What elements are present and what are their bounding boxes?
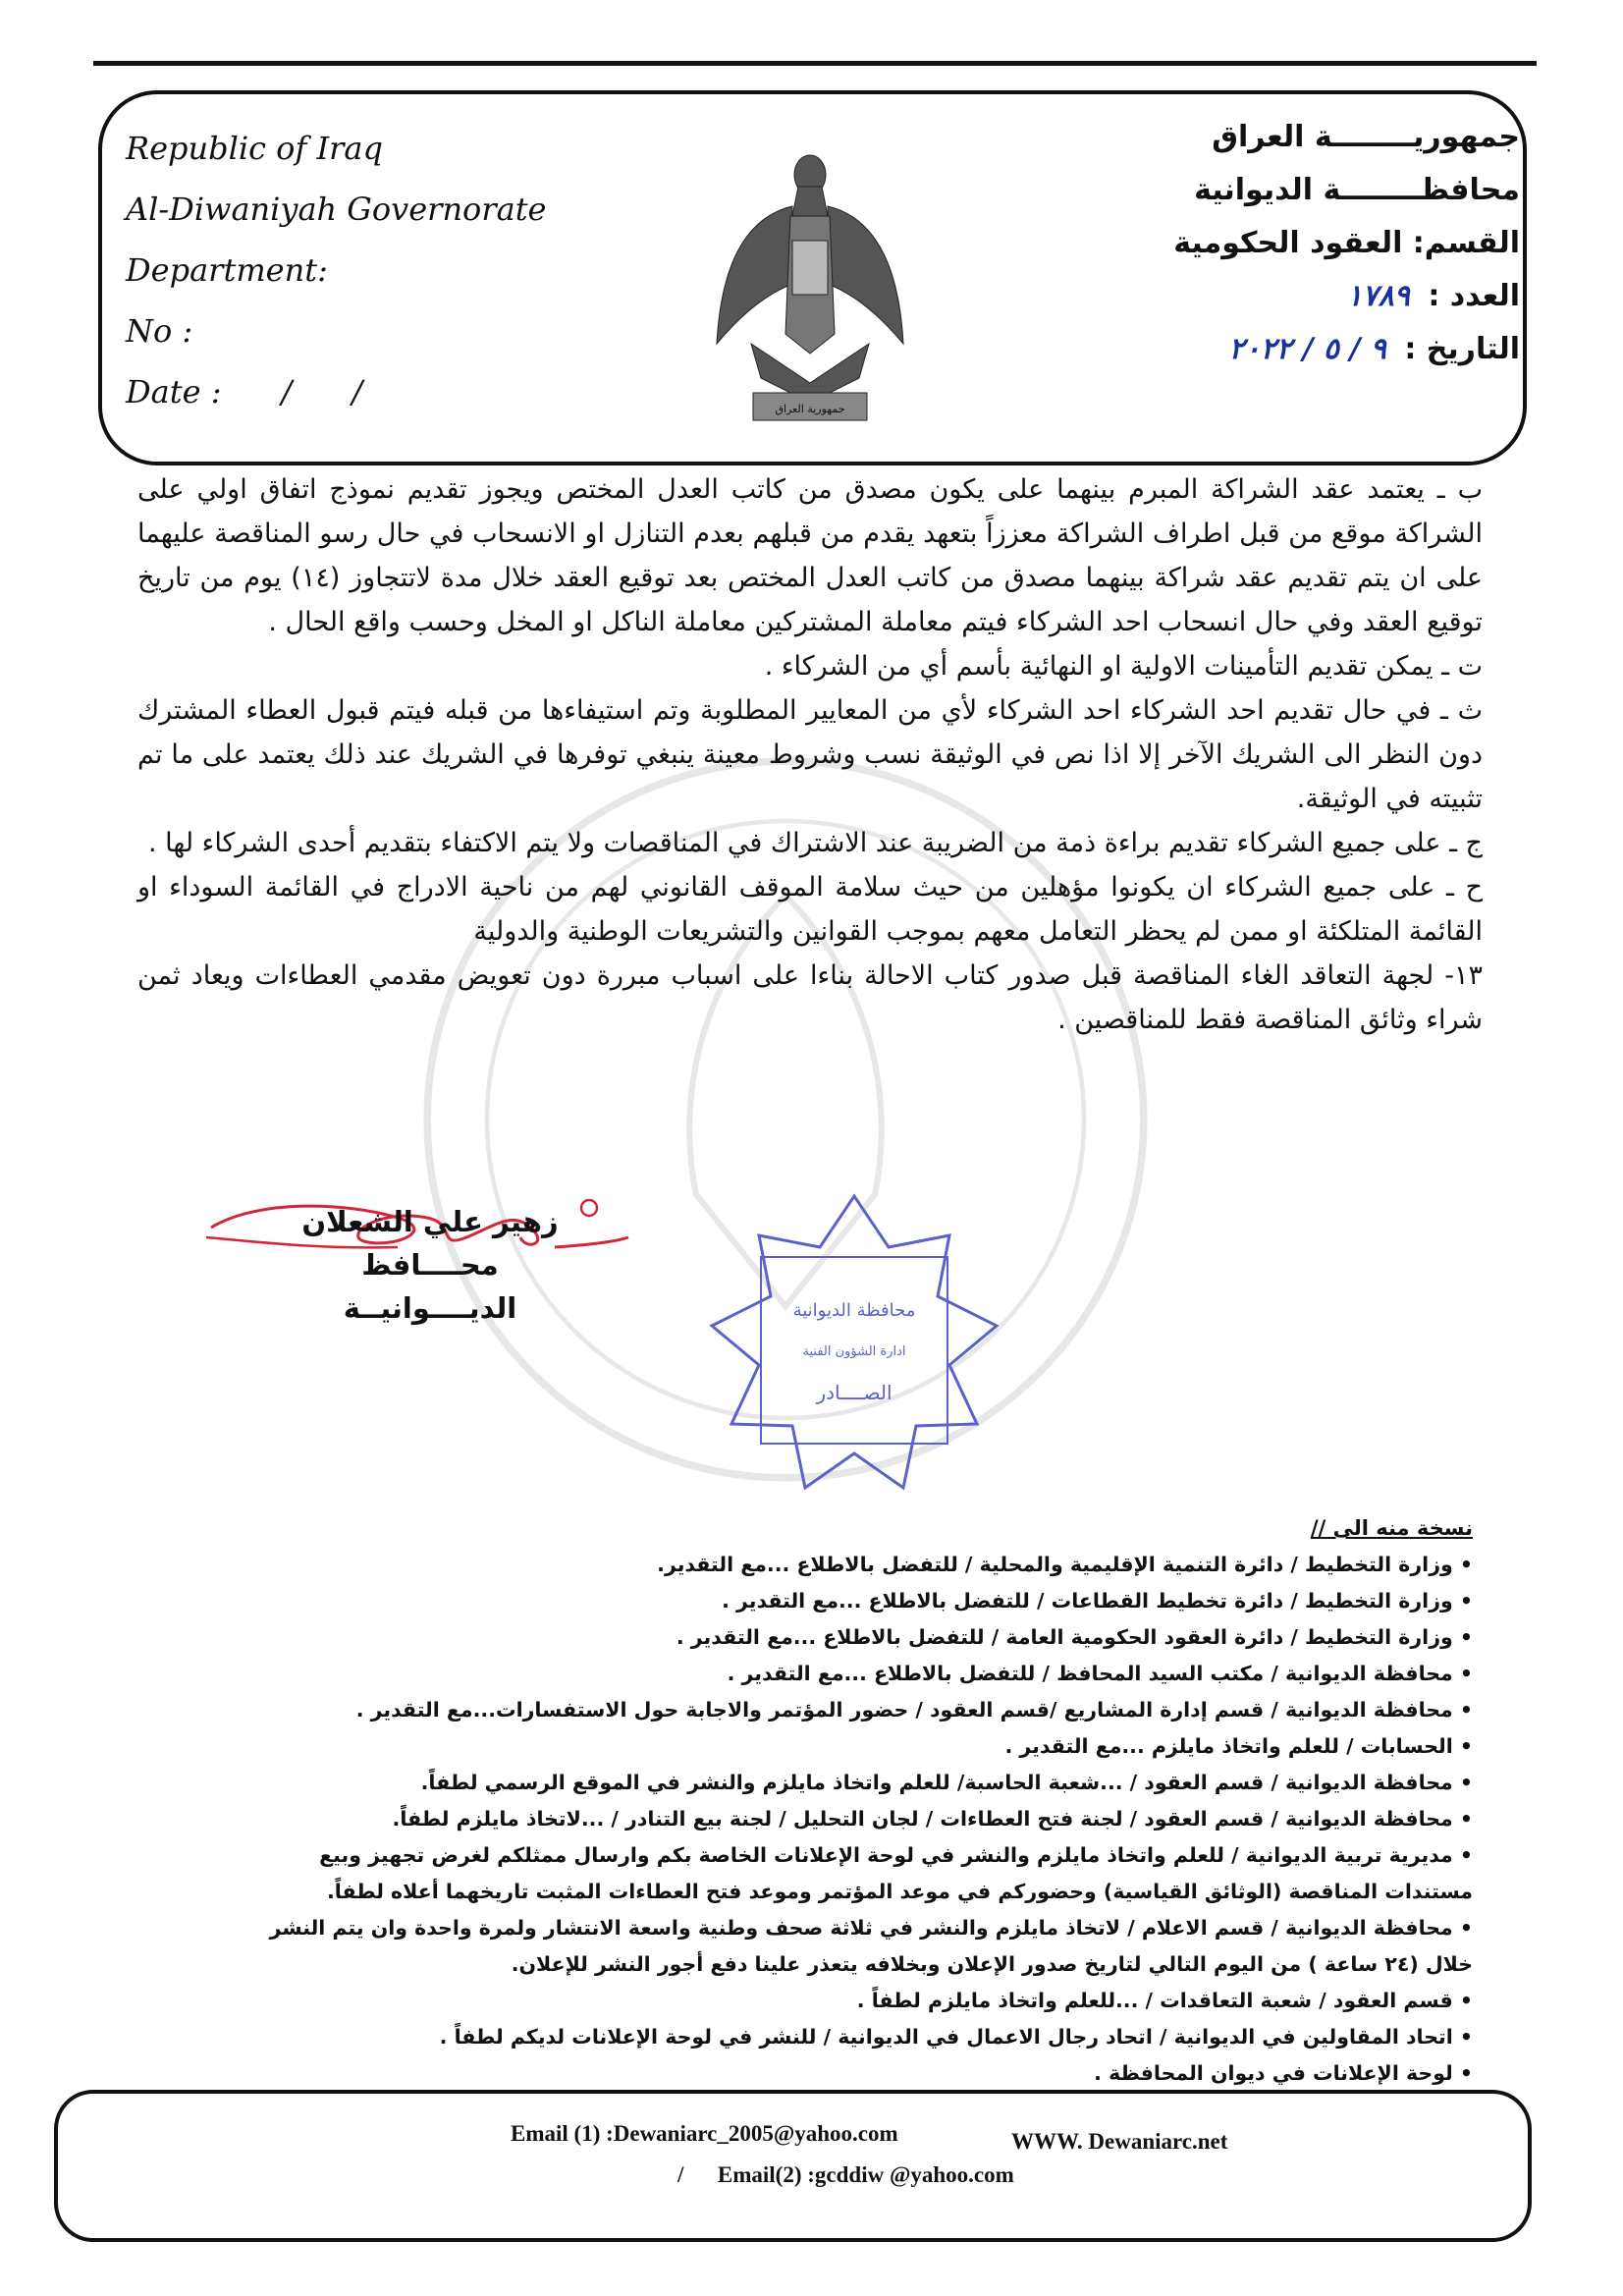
number-en: No :	[126, 312, 193, 350]
letter-body	[137, 467, 1483, 1042]
date-label: التاريخ :	[1404, 332, 1520, 366]
republic-ar: جمهوريــــــــة العراق	[1212, 120, 1520, 154]
stamp-line3: الصــــادر	[816, 1381, 893, 1404]
footer-email-2[interactable]: / Email(2) :gcddiw @yahoo.com	[677, 2162, 1014, 2187]
copy-item-continued: مستندات المناقصة (الوثائق القياسية) وحضوركم في موعد المؤتمر وموعد فتح العطاءات المثبت تاريخهما أعلاه لطفاً.	[326, 1880, 1473, 1903]
copy-item: • الحسابات / للعلم واتخاذ مايلزم ...مع التقدير .	[98, 1728, 1473, 1765]
copy-item: • اتحاد المقاولين في الديوانية / اتحاد رجال الاعمال في الديوانية / للنشر في لوحة الإعلانات لديكم لطفاً .	[98, 2019, 1473, 2055]
copy-item: • وزارة التخطيط / دائرة تخطيط القطاعات / للتفضل بالاطلاع ...مع التقدير .	[98, 1583, 1473, 1619]
date-value: ٩ / ٥ / ٢٠٢٢	[1228, 332, 1386, 366]
clause-th: ث ـ في حال تقديم احد الشركاء احد الشركاء لأي من المعايير المطلوبة وتم استيفاءها من قبله فيتم قبول العطاء المشترك دون النظر الى الشريك الآخر إلا اذا نص في الوثيقة نسب وشروط معينة ينبغي توفرها في الشريك عند ذلك يعتمد على ما تم تثبيته في الوثيقة.	[137, 695, 1483, 814]
copy-item: • وزارة التخطيط / دائرة التنمية الإقليمية والمحلية / للتفضل بالاطلاع ...مع التقدير.	[98, 1547, 1473, 1583]
number-value: ١٧٨٩	[1346, 279, 1410, 313]
signatory-name: زهير علي الشعلان	[301, 1205, 559, 1238]
copy-item: • محافظة الديوانية / قسم العقود / ...شعبة الحاسبة/ للعلم واتخاذ مايلزم والنشر في الموقع الرسمي لطفاً.	[98, 1765, 1473, 1801]
signatory-title: محــــافظ الديــــوانيــة	[343, 1248, 517, 1325]
letterhead-english	[126, 126, 546, 430]
letterhead-arabic	[1173, 120, 1520, 385]
footer-website[interactable]: WWW. Dewaniarc.net	[1011, 2129, 1228, 2154]
copy-item: • لوحة الإعلانات في ديوان المحافظة .	[98, 2055, 1473, 2092]
copy-item: • وزارة التخطيط / دائرة العقود الحكومية العامة / للتفضل بالاطلاع ...مع التقدير .	[98, 1619, 1473, 1656]
copy-item: • محافظة الديوانية / قسم العقود / لجنة فتح العطاءات / لجان التحليل / لجنة بيع التنادر / ...لاتخاذ مايلزم لطفاً.	[98, 1801, 1473, 1837]
iraq-eagle-emblem	[712, 147, 908, 432]
official-stamp	[692, 1188, 1016, 1512]
date-en: Date : / /	[126, 373, 363, 410]
clause-j: ج ـ على جميع الشركاء تقديم براءة ذمة من الضريبة عند الاشتراك في المناقصات ولا يتم الاكتفاء بتقديم أحدى الشركاء لها .	[147, 828, 1483, 858]
number-ar	[1173, 279, 1520, 324]
copy-item: • مديرية تربية الديوانية / للعلم واتخاذ مايلزم والنشر في لوحة الإعلانات الخاصة بكم وارسال ممثلكم لغرض تجهيز وبيع	[98, 1837, 1473, 1874]
date-ar	[1173, 332, 1520, 377]
copy-item: • محافظة الديوانية / قسم إدارة المشاريع /قسم العقود / حضور المؤتمر والاجابة حول الاستفسارات...مع التقدير .	[98, 1692, 1473, 1728]
copy-item-continued: خلال (٢٤ ساعة ) من اليوم التالي لتاريخ صدور الإعلان وبخلافه يتعذر علينا دفع أجور النشر للإعلان.	[511, 1952, 1473, 1976]
department-en: Department:	[126, 251, 328, 289]
number-label: العدد :	[1428, 279, 1520, 313]
emblem-caption: جمهورية العراق	[775, 403, 845, 415]
copies-list	[98, 1510, 1473, 2092]
clause-h: ح ـ على جميع الشركاء ان يكونوا مؤهلين من حيث سلامة الموقف القانوني لهم من ناحية الادراج في القائمة السوداء او القائمة المتلكئة او ممن لم يحظر التعامل معهم بموجب القوانين والتشريعات الوطنية والدولية	[137, 872, 1483, 947]
copy-item: • محافظة الديوانية / قسم الاعلام / لاتخاذ مايلزم والنشر في ثلاثة صحف وطنية واسعة الانتشار ولمرة واحدة وان يتم النشر	[98, 1910, 1473, 1946]
clause-13: ١٣- لجهة التعاقد الغاء المناقصة قبل صدور كتاب الاحالة بناءا على اسباب مبررة دون تعويض مقدمي العطاءات ويعاد ثمن شراء وثائق المناقصة فقط للمناقصين .	[137, 960, 1483, 1035]
governorate-ar: محافظــــــــة الديوانية	[1194, 173, 1520, 207]
governorate-en: Al-Diwaniyah Governorate	[126, 191, 547, 228]
footer-email-1[interactable]: Email (1) :Dewaniarc_2005@yahoo.com	[511, 2121, 898, 2146]
stamp-line1: محافظة الديوانية	[792, 1300, 916, 1321]
copy-item: • محافظة الديوانية / مكتب السيد المحافظ / للتفضل بالاطلاع ...مع التقدير .	[98, 1656, 1473, 1692]
department-ar: القسم: العقود الحكومية	[1173, 226, 1520, 260]
copy-item: • قسم العقود / شعبة التعاقدات / ...للعلم واتخاذ مايلزم لطفاً .	[98, 1983, 1473, 2019]
stamp-line2: ادارة الشؤون الفنية	[802, 1344, 906, 1359]
republic-en: Republic of Iraq	[126, 130, 383, 167]
clause-b: ب ـ يعتمد عقد الشراكة المبرم بينهما على يكون مصدق من كاتب العدل المختص ويجوز تقديم نموذج اتفاق اولي على الشراكة موقع من قبل اطراف الشراكة معززاً بتعهد يقدم من قبلهم بعدم التنازل او الانسحاب في حال رسو المناقصة عليهما على ان يتم تقديم عقد شراكة بينهما مصدق من كاتب العدل المختص بعد توقيع العقد خلال مدة لاتتجاوز (١٤) يوم من تاريخ توقيع العقد وفي حال انسحاب احد الشركاء فيتم معاملة المشتركين معاملة الناكل او المخل وحسب واقع الحال .	[137, 474, 1484, 637]
clause-t: ت ـ يمكن تقديم التأمينات الاولية او النهائية بأسم أي من الشركاء .	[764, 651, 1483, 682]
signatory	[273, 1200, 587, 1330]
copies-title: نسخة منه الى //	[1310, 1516, 1473, 1540]
